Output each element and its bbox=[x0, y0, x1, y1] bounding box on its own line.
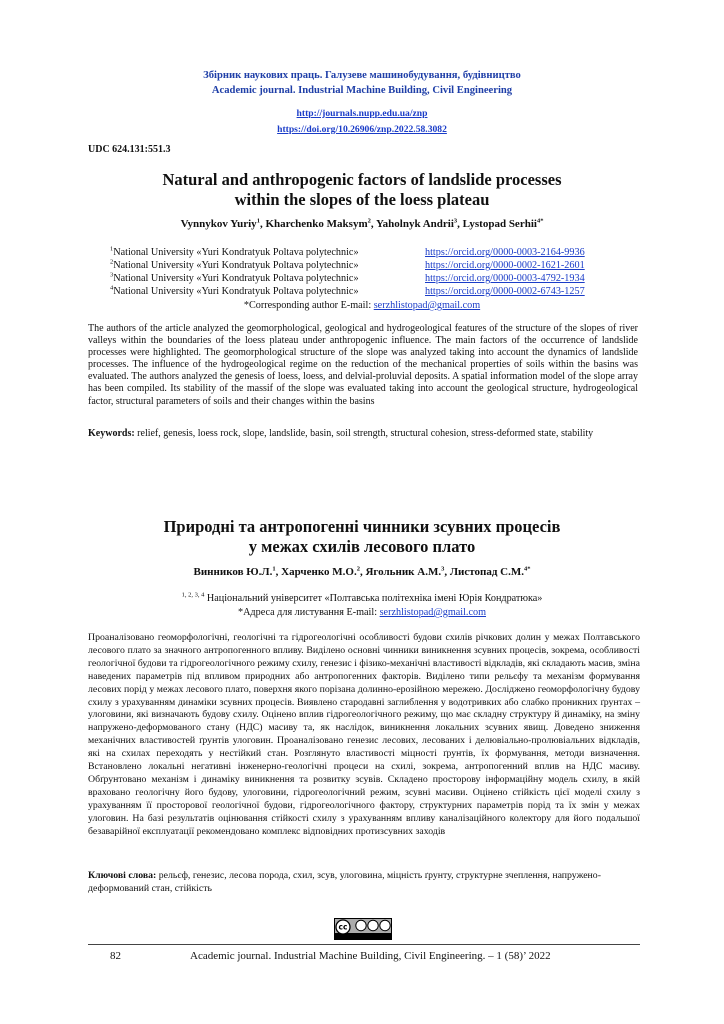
orcid-link[interactable]: https://orcid.org/0000-0002-1621-2601 bbox=[425, 260, 585, 271]
affiliation-row bbox=[110, 285, 650, 298]
corresponding-author bbox=[0, 299, 724, 312]
author-name: Ягольник А.М. bbox=[365, 566, 442, 578]
footer-journal: Academic journal. Industrial Machine Building, Civil Engineering. – 1 (58)’ 2022 bbox=[190, 950, 551, 962]
udc-code: UDC 624.131:551.3 bbox=[88, 144, 171, 155]
author-name: Листопад С.М. bbox=[449, 566, 524, 578]
keywords-label: Keywords: bbox=[88, 428, 135, 439]
ua-abstract: Проаналізовано геоморфологічні, геологічні та гідрогеологічні особливості будови схилів річкових долин у межах Полтавського лесового плато за значного антропогенного впливу. Виділено основні чинники виникнення зсувних процесів, зокрема, особливості геологічної будови та гідрогеологічного режиму схилу, генезис і фізико-механічні властивості відкладів, які складають масив, зміна наведених параметрів під впливом природних або антропогенних факторів. Виділено типи рельєфу та механізм формування лесових порід у межах лесового плато, поверхня якого порізана долинно-ерозійною мережею. Досліджено геоморфологічну будову схилу з урахуванням динаміки зсувних процесів. Виявлено стародавні заглиблення у водотривких або слабко проникних ґрунтах – улоговини, які визначають будову схилу. Оцінено вплив гідрогеологічного режиму, що має складну структуру й динаміку, на зміну напружено-деформованого стану (НДС) масиву та, як наслідок, виникнення локальних зсувних явищ. Доведено зниження механічних властивостей ґрунтів улоговин. Проаналізовано генезис лесових, лесованих і делювіально-пролювіальних відкладів, які на схилах переходять у нестійкий стан. Розглянуто властивості міцності ґрунтів, їх формування, методи визначення. Встановлено локальні негативні інженерно-геологічні процеси на схилі, зокрема, антропогенний вплив на НДС масиву. Обґрунтовано механізм і динаміку виникнення та розвитку зсувів. Складено просторову інформаційну модель схилу, в якій враховано геологічну його будову, улоговини, гідрогеологічний режим, зсувні масиви. Оцінено стійкість цієї моделі схилу з урахуванням її просторової геологічної будови, гідрогеологічного фактору, структурних параметрів порід та їх змін у межах улоговин. На базі результатів оцінювання стійкості схилу з урахуванням впливу каналізаційного колектору для його подальшої безаварійної експлуатації рекомендовано комплекс відповідних протизсувних заходів bbox=[88, 632, 640, 837]
author-name: Yaholnyk Andrii bbox=[375, 218, 454, 230]
author-name: Харченко М.О. bbox=[281, 566, 357, 578]
author-separator: , bbox=[370, 218, 376, 230]
affiliation-sup: 2 bbox=[110, 258, 114, 266]
en-abstract: The authors of the article analyzed the geomorphological, geological and hydrogeological features of the structure of the slopes of river valleys within the boundaries of the loess plateau under anthropogenic influence. The main factors of the occurrence of landslide processes were highlighted. The geomorphological structure of the slope was analyzed taking into account the dynamics of landslide processes. The influence of the hydrogeological regime on the reduction of the mechanical properties of soils within the basins was evaluated. The authors analyzed the genesis of loess, loess, and delvial-proluvial deposits. A spatial information model of the slope array has been compiled. Its stability of the massif of the slope was evaluated taking into account the geological structure, hydrogeological factor, structural parameters of soils and their changes within the basins bbox=[88, 323, 638, 407]
author-sup: 1 bbox=[272, 565, 276, 573]
affiliation-name: National University «Yuri Kondratyuk Poltava polytechnic» bbox=[113, 260, 359, 271]
author-sup: 2 bbox=[356, 565, 360, 573]
doi-row bbox=[0, 119, 724, 137]
cc-by-nc-sa-icon bbox=[334, 918, 392, 940]
en-title-line2: within the slopes of the loess plateau bbox=[234, 190, 490, 209]
address-label: *Адреса для листування E-mail: bbox=[237, 607, 380, 618]
affiliation-row bbox=[110, 272, 650, 285]
affiliation-name: National University «Yuri Kondratyuk Poltava polytechnic» bbox=[113, 247, 359, 258]
author-sup: 2 bbox=[367, 217, 371, 225]
journal-title-en: Academic journal. Industrial Machine Building, Civil Engineering bbox=[211, 85, 513, 96]
affiliation-name: Національний університет «Полтавська політехніка імені Юрія Кондратюка» bbox=[204, 593, 543, 604]
cc-label: cc bbox=[338, 922, 348, 932]
author-separator: , bbox=[444, 566, 450, 578]
orcid-link[interactable]: https://orcid.org/0000-0003-2164-9936 bbox=[425, 247, 585, 258]
keywords-label: Ключові слова: bbox=[88, 870, 157, 881]
page-number: 82 bbox=[110, 950, 121, 962]
author-separator: , bbox=[359, 566, 366, 578]
author-name: Kharchenko Maksym bbox=[265, 218, 368, 230]
author-sup: 3 bbox=[441, 565, 445, 573]
ua-correspondence bbox=[0, 606, 724, 619]
author-sup: 4* bbox=[536, 217, 544, 225]
en-title-line1: Natural and anthropogenic factors of landslide processes bbox=[162, 170, 562, 189]
ua-affiliation bbox=[0, 592, 724, 605]
author-separator: , bbox=[457, 218, 463, 230]
affiliation-row bbox=[110, 259, 650, 272]
keywords-text: рельєф, генезис, лесова порода, схил, зсув, улоговина, міцність ґрунту, структурне зчеплення, напружено-деформований стан, стійкість bbox=[88, 870, 601, 894]
author-separator: , bbox=[259, 218, 266, 230]
affiliation-name: National University «Yuri Kondratyuk Poltava polytechnic» bbox=[113, 286, 359, 297]
author-name: Винников Ю.Л. bbox=[193, 566, 273, 578]
author-name: Vynnykov Yuriy bbox=[180, 218, 257, 230]
author-sup: 1 bbox=[256, 217, 260, 225]
affiliation-sup: 3 bbox=[110, 271, 114, 279]
orcid-link[interactable]: https://orcid.org/0000-0002-6743-1257 bbox=[425, 286, 585, 297]
affiliation-institution bbox=[110, 246, 359, 259]
affiliation-institution bbox=[110, 272, 359, 285]
en-authors bbox=[0, 218, 724, 230]
orcid-link[interactable]: https://orcid.org/0000-0003-4792-1934 bbox=[425, 273, 585, 284]
author-sup: 4* bbox=[524, 565, 531, 573]
affiliation-sup: 1, 2, 3, 4 bbox=[181, 591, 205, 599]
affiliation-sup: 4 bbox=[110, 284, 114, 292]
author-separator: , bbox=[275, 566, 282, 578]
ua-authors bbox=[0, 566, 724, 578]
keywords-text: relief, genesis, loess rock, slope, landslide, basin, soil strength, structural cohesion, stress-deformed state, stability bbox=[134, 428, 594, 439]
doi-link[interactable]: https://doi.org/10.26906/znp.2022.58.3082 bbox=[277, 124, 447, 135]
journal-url-link[interactable]: http://journals.nupp.edu.ua/znp bbox=[296, 108, 428, 119]
author-sup: 3 bbox=[453, 217, 458, 225]
footer-divider bbox=[88, 944, 640, 945]
affiliation-institution bbox=[110, 259, 359, 272]
ua-title-line1: Природні та антропогенні чинники зсувних процесів bbox=[163, 517, 561, 536]
corresponding-label: *Corresponding author E-mail: bbox=[243, 300, 374, 311]
affiliation-sup: 1 bbox=[110, 245, 114, 253]
email-link[interactable]: serzhlistopad@gmail.com bbox=[373, 300, 481, 311]
journal-title-ua: Збірник наукових праць. Галузеве машинобудування, будівництво bbox=[203, 70, 521, 81]
en-keywords bbox=[88, 428, 648, 440]
ua-keywords bbox=[88, 869, 640, 895]
author-name: Lystopad Serhii bbox=[462, 218, 537, 230]
ua-title-line2: у межах схилів лесового плато bbox=[248, 537, 476, 556]
email-link[interactable]: serzhlistopad@gmail.com bbox=[379, 607, 487, 618]
affiliation-institution bbox=[110, 285, 359, 298]
affiliation-name: National University «Yuri Kondratyuk Poltava polytechnic» bbox=[113, 273, 359, 284]
cc-license-badge bbox=[334, 918, 392, 940]
affiliation-row bbox=[110, 246, 650, 259]
